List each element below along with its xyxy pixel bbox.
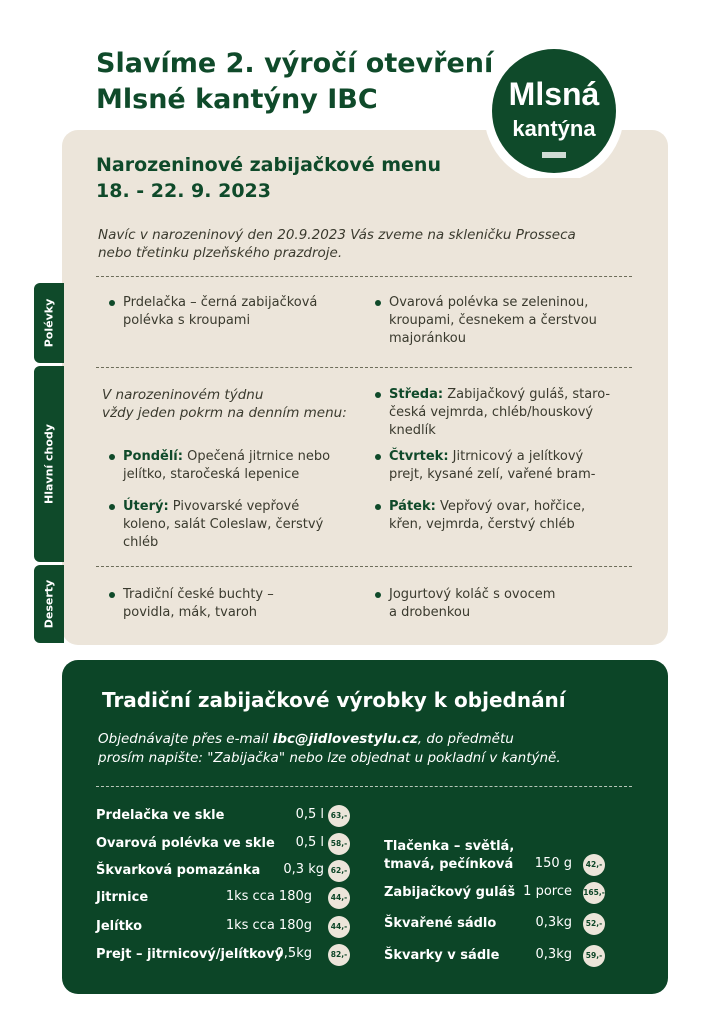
soup-line: kroupami, česnekem a čerstvou <box>389 313 597 328</box>
logo-line-2: kantýna <box>512 116 596 141</box>
tab-desserts <box>34 565 64 643</box>
soup-item <box>389 294 597 348</box>
product-name: Ovarová polévka ve skle <box>96 836 275 851</box>
product-qty: 0,5 l <box>295 835 324 850</box>
menu-dates: 18. - 22. 9. 2023 <box>96 180 271 202</box>
bullet-icon <box>109 592 115 598</box>
divider <box>96 566 632 567</box>
bullet-icon <box>109 454 115 460</box>
order-title: Tradiční zabijačkové výrobky k objednání <box>102 688 566 712</box>
product-qty: 0,5kg <box>275 946 312 961</box>
tab-mains <box>34 366 64 562</box>
price-badge: 82,- <box>328 944 350 966</box>
soup-item <box>123 294 317 330</box>
product-qty: 1ks cca 180g <box>225 889 312 904</box>
main-dish-wednesday <box>389 386 610 440</box>
price-badge: 44,- <box>328 916 350 938</box>
product-name-line: tmavá, pečínková <box>384 857 514 872</box>
product-name: Škvarková pomazánka <box>96 863 261 878</box>
product-qty: 1 porce <box>523 884 572 899</box>
bullet-icon <box>375 300 381 306</box>
dessert-line: povidla, mák, tvaroh <box>123 605 258 620</box>
dish-text: Opečená jitrnice nebo <box>182 449 331 464</box>
dish-text: křen, vejmrda, čerstvý chléb <box>389 517 575 532</box>
bullet-icon <box>375 592 381 598</box>
dish-text: Zabijačkový guláš, staro- <box>443 387 611 402</box>
tab-soups-label: Polévky <box>42 298 56 348</box>
mlsna-kantyna-logo <box>480 48 628 178</box>
product-name-line: Tlačenka – světlá, <box>384 839 515 854</box>
main-dish-tuesday <box>123 498 323 552</box>
product-name: Jitrnice <box>96 890 149 905</box>
menu-note-line-1: Navíc v narozeninový den 20.9.2023 Vás zveme na skleničku Prosseca <box>98 227 576 243</box>
main-dish-monday <box>123 448 330 484</box>
soup-line: majoránkou <box>389 331 467 346</box>
menu-note-line-2: nebo třetinku plzeňského prazdroje. <box>98 245 343 261</box>
tab-desserts-label: Deserty <box>42 579 56 629</box>
product-name: Zabijačkový guláš <box>384 885 516 900</box>
price-badge: 52,- <box>583 913 605 935</box>
order-text: , do předmětu <box>417 731 514 747</box>
price-badge: 58,- <box>328 833 350 855</box>
order-text: Objednávajte přes e-mail <box>98 731 273 747</box>
divider <box>96 367 632 368</box>
order-email-link[interactable]: ibc@jidlovestylu.cz <box>272 731 418 747</box>
product-qty: 0,5 l <box>295 807 324 822</box>
day-label: Středa: <box>389 387 444 402</box>
bullet-icon <box>109 300 115 306</box>
price-badge: 165,- <box>583 882 605 904</box>
product-name: Škvařené sádlo <box>384 916 497 931</box>
price-badge: 59,- <box>583 945 605 967</box>
dessert-line: a drobenkou <box>389 605 471 620</box>
product-name: Prejt – jitrnicový/jelítkový <box>96 947 284 962</box>
product-name: Škvarky v sádle <box>384 948 500 963</box>
dish-text: knedlík <box>389 423 436 438</box>
headline-line-1: Slavíme 2. výročí otevření <box>96 48 494 79</box>
menu-note <box>98 226 576 262</box>
main-dish-friday <box>389 498 585 534</box>
bullet-icon <box>375 392 381 398</box>
tab-mains-label: Hlavní chody <box>42 424 56 504</box>
price-badge: 42,- <box>583 854 605 876</box>
dish-text: jelítko, staročeská lepenice <box>123 467 300 482</box>
product-name: Jelítko <box>96 919 143 934</box>
price-badge: 44,- <box>328 887 350 909</box>
dish-text: Vepřový ovar, hořčice, <box>435 499 586 514</box>
mains-intro <box>102 386 347 422</box>
mains-intro-line: vždy jeden pokrm na denním menu: <box>102 405 347 421</box>
page-headline <box>96 46 493 118</box>
bullet-icon <box>375 504 381 510</box>
soup-line: Ovarová polévka se zeleninou, <box>389 295 589 310</box>
day-label: Úterý: <box>123 499 169 514</box>
divider <box>96 276 632 277</box>
product-qty: 0,3kg <box>535 947 572 962</box>
soup-line: polévka s kroupami <box>123 313 251 328</box>
headline-line-2: Mlsné kantýny IBC <box>96 84 378 115</box>
order-instructions <box>98 731 514 747</box>
product-qty: 0,3 kg <box>283 862 324 877</box>
bullet-icon <box>109 504 115 510</box>
bullet-icon <box>375 454 381 460</box>
product-name: Prdelačka ve skle <box>96 808 225 823</box>
logo-line-1: Mlsná <box>508 76 600 112</box>
menu-title: Narozeninové zabijačkové menu <box>96 154 441 176</box>
dessert-item <box>389 586 555 622</box>
main-dish-thursday <box>389 448 595 484</box>
divider <box>96 786 632 787</box>
mains-intro-line: V narozeninovém týdnu <box>102 387 264 403</box>
dish-text: koleno, salát Coleslaw, čerstvý <box>123 517 324 532</box>
product-qty: 1ks cca 180g <box>225 918 312 933</box>
price-badge: 63,- <box>328 805 350 827</box>
product-name <box>384 838 514 874</box>
day-label: Čtvrtek: <box>389 449 449 464</box>
price-badge: 62,- <box>328 860 350 882</box>
dish-text: Pivovarské vepřové <box>168 499 300 514</box>
dish-text: chléb <box>123 535 159 550</box>
dish-text: česká vejmrda, chléb/houskový <box>389 405 594 420</box>
dish-text: prejt, kysané zelí, vařené bram- <box>389 467 596 482</box>
soup-line: Prdelačka – černá zabijačková <box>123 295 318 310</box>
dish-text: Jitrnicový a jelítkový <box>448 449 584 464</box>
dessert-item <box>123 586 274 622</box>
order-instructions-line-2: prosím napište: "Zabijačka" nebo lze objednat u pokladní v kantýně. <box>98 750 561 766</box>
product-qty: 150 g <box>534 856 572 871</box>
product-qty: 0,3kg <box>535 915 572 930</box>
tab-soups <box>34 283 64 363</box>
day-label: Pondělí: <box>123 449 183 464</box>
dessert-line: Tradiční české buchty – <box>123 587 274 602</box>
day-label: Pátek: <box>389 499 436 514</box>
dessert-line: Jogurtový koláč s ovocem <box>389 587 556 602</box>
